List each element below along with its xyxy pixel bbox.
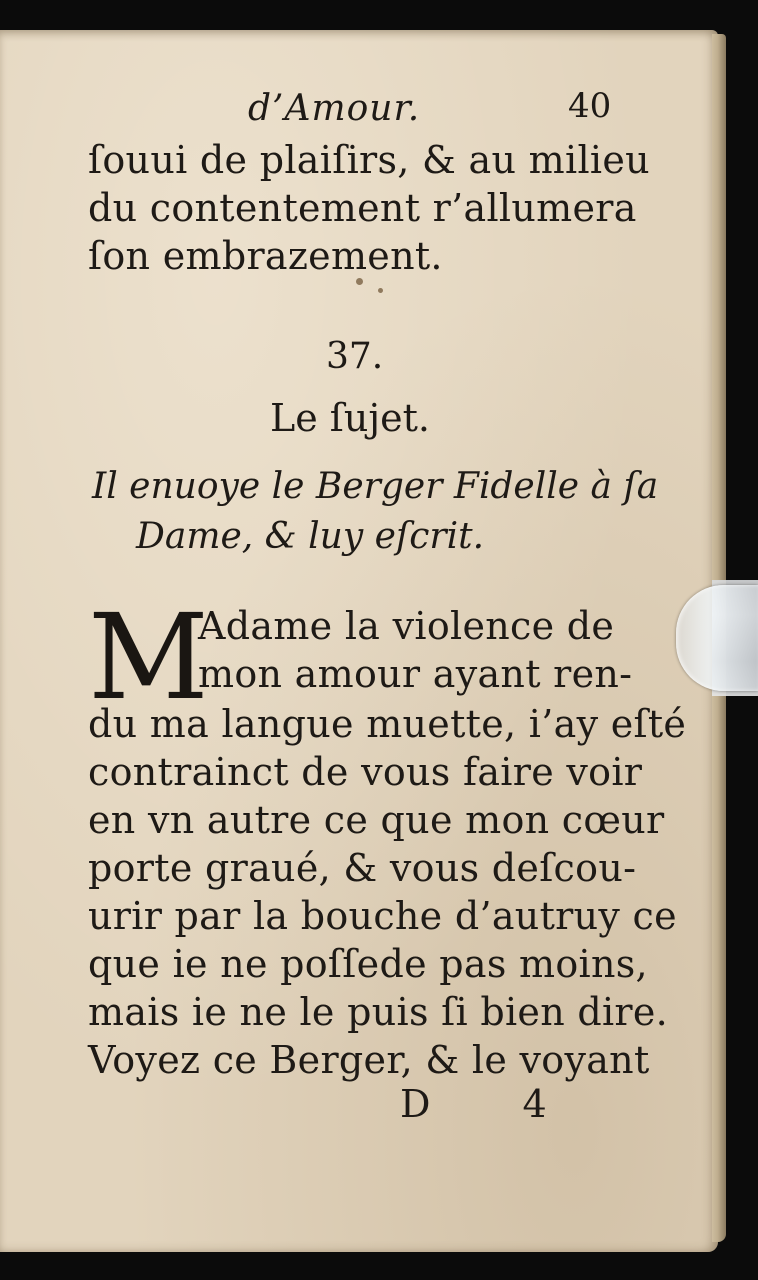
- text-line: que ie ne poſſede pas moins,: [88, 942, 648, 986]
- page-clip: [676, 585, 758, 691]
- argument-line: Il enuoye le Berger Fidelle à ſa: [92, 466, 659, 507]
- text-line: du contentement r’allumera: [88, 186, 637, 230]
- text-line: du ma langue muette, i’ay eſté: [88, 702, 687, 746]
- text-line: urir par la bouche d’autruy ce: [88, 894, 677, 938]
- text-line: ſouui de plaiſirs, & au milieu: [88, 138, 650, 182]
- drop-cap: M: [88, 588, 205, 726]
- text-line: mais ie ne le puis ſi bien dire.: [88, 990, 669, 1034]
- text-line: Adame la violence de: [198, 604, 615, 648]
- text-line: Voyez ce Berger, & le voyant: [88, 1038, 650, 1082]
- text-line: porte graué, & vous deſcou-: [88, 846, 637, 890]
- text-line: contrainct de vous faire voir: [88, 750, 643, 794]
- text-line: ſon embrazement.: [88, 234, 443, 278]
- ink-spot: [378, 288, 383, 293]
- page-number: 40: [568, 86, 612, 126]
- ink-spot: [356, 278, 363, 285]
- running-head: d’Amour.: [248, 88, 421, 129]
- signature-mark: D 4: [400, 1082, 587, 1126]
- argument-line: Dame, & luy eſcrit.: [136, 516, 485, 557]
- text-line: mon amour ayant ren-: [198, 652, 633, 696]
- section-heading: Le ſujet.: [270, 396, 430, 440]
- text-line: en vn autre ce que mon cœur: [88, 798, 665, 842]
- section-number: 37.: [326, 336, 384, 377]
